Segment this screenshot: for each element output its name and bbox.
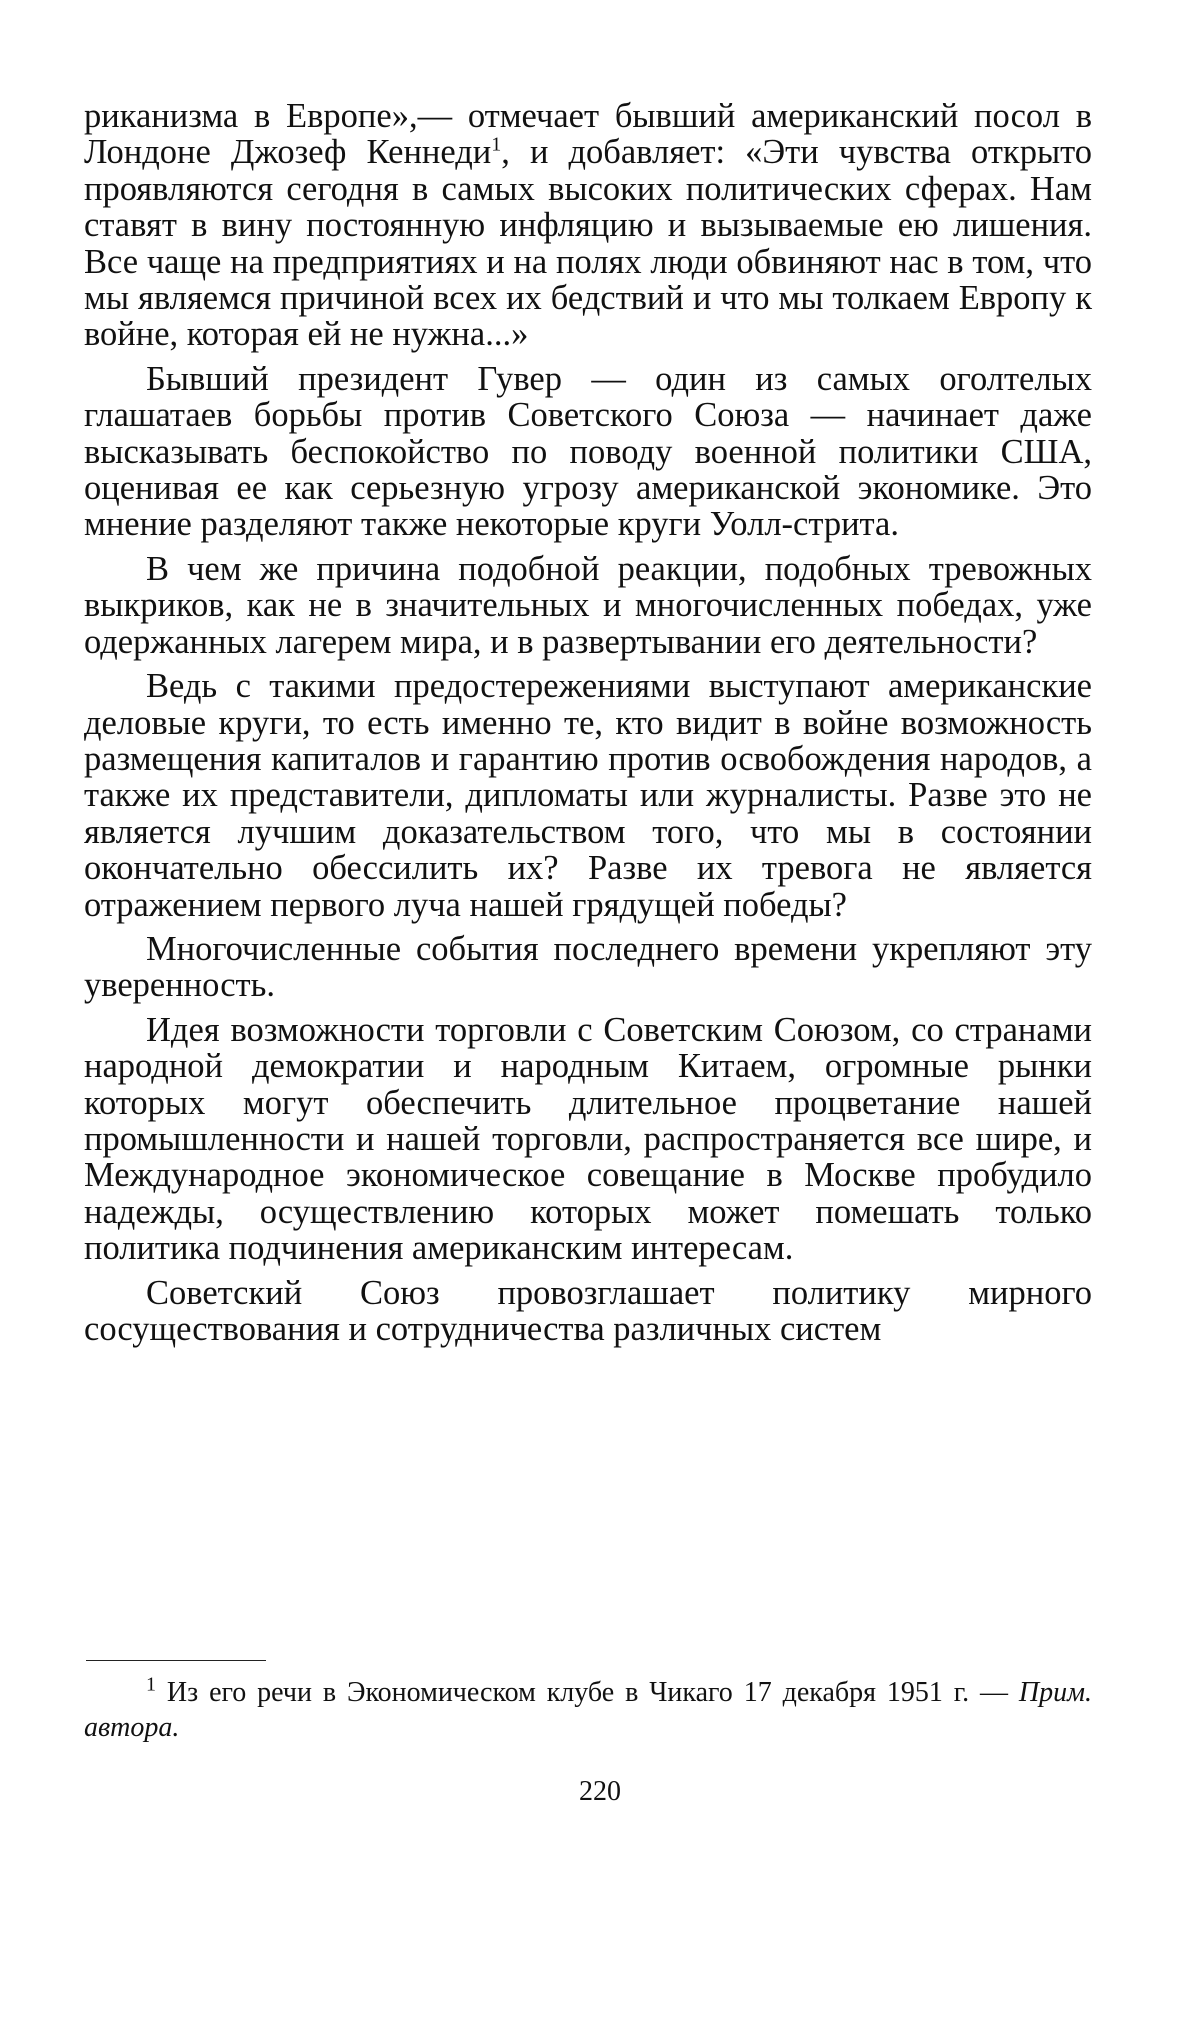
paragraph-2: Бывший президент Гувер — один из самых оголтелых глашатаев борьбы против Советского Союза — начинает даже высказывать беспокойство по поводу военной политики США, оценивая ее как серьезную угрозу американской экономике. Это мнение разделяют также некоторые круги Уолл-стрита.: [84, 359, 1092, 544]
page-body: [84, 98, 1092, 1347]
paragraph-1-text-after-ref: , и добавляет: «Эти чувства открыто проявляются сегодня в самых высоких политических сферах. Нам ставят в вину постоянную инфляцию и вызываемые ею лишения. Все чаще на предприятиях и на полях люди обвиняют нас в том, что мы являемся причиной всех их бедствий и что мы толкаем Европу к войне, которая ей не нужна...»: [84, 133, 1092, 354]
paragraph-6: Идея возможности торговли с Советским Союзом, со странами народной демократии и народным Китаем, огромные рынки которых могут обеспечить длительное процветание нашей промышленности и нашей торговли, распространяется все шире, и Международное экономическое совещание в Москве пробудило надежды, осуществлению которых может помешать только политика подчинения американским интересам.: [84, 1010, 1092, 1268]
footnote-divider: [86, 1660, 266, 1661]
paragraph-1: [84, 98, 1092, 353]
footnote-mark: 1: [146, 1673, 156, 1696]
paragraph-1-text-before-ref: риканизма в Европе»,— отмечает бывший американский посол в Лондоне Джозеф Кеннеди: [84, 97, 1092, 172]
paragraph-5: Многочисленные события последнего времени укрепляют эту уверенность.: [84, 929, 1092, 1005]
footnote-area: [84, 1660, 1092, 1745]
footnote-reference-mark: 1: [491, 133, 502, 156]
footnote: [84, 1675, 1092, 1745]
paragraph-4: Ведь с такими предостережениями выступают американские деловые круги, то есть именно те, кто видит в войне возможность размещения капиталов и гарантию против освобождения народов, а также их представители, дипломаты или журналисты. Разве это не является лучшим доказательством того, что мы в состоянии окончательно обессилить их? Разве их тревога не является отражением первого луча нашей грядущей победы?: [84, 667, 1092, 924]
paragraph-7: Советский Союз провозглашает политику мирного сосуществования и сотрудничества различных систем: [84, 1273, 1092, 1348]
footnote-author-note: Прим. автора.: [84, 1677, 1092, 1743]
footnote-text: Из его речи в Экономическом клубе в Чикаго 17 декабря 1951 г. —: [156, 1677, 1019, 1708]
page-number: 220: [579, 1776, 621, 1807]
paragraph-3: В чем же причина подобной реакции, подобных тревожных выкриков, как не в значительных и многочисленных победах, уже одержанных лагерем мира, и в развертывании его деятельности?: [84, 549, 1092, 661]
